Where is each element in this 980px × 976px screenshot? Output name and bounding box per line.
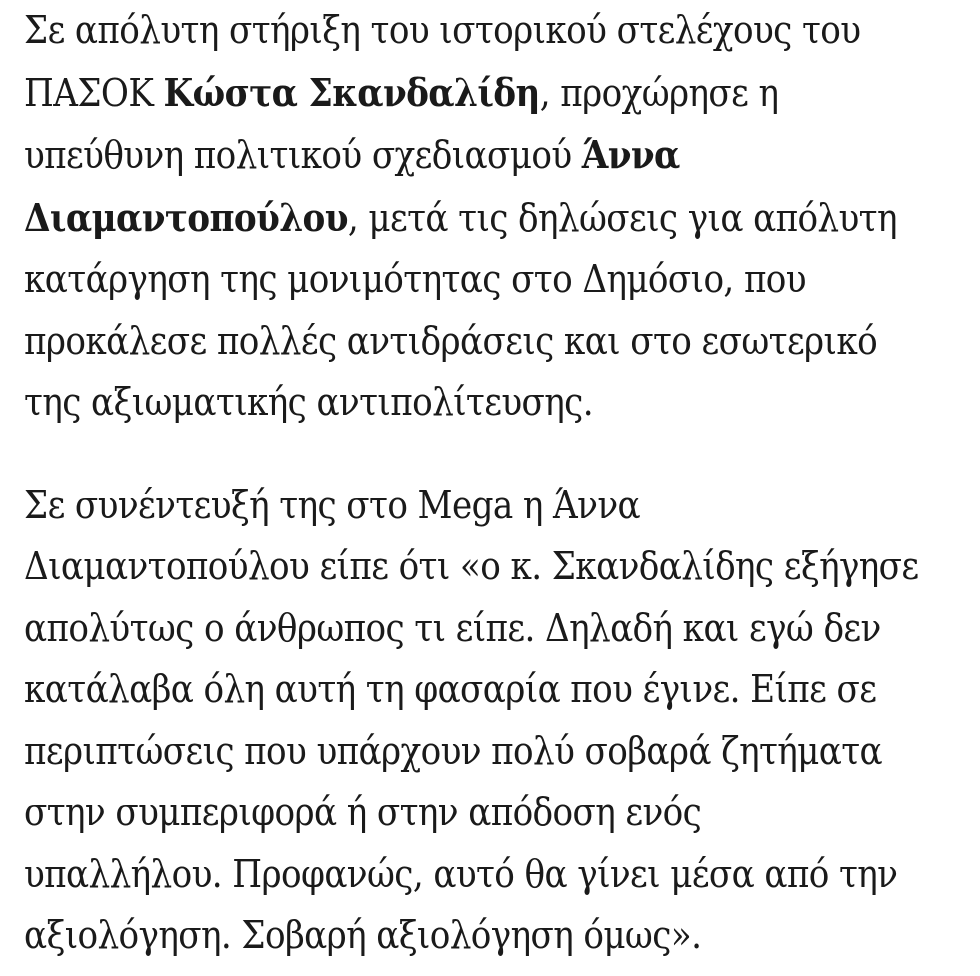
text-line: υπεύθυνη πολιτικού σχεδιασμού Άννα: [24, 132, 680, 177]
article-body: [24, 0, 980, 967]
text-line: στην συμπεριφορά ή στην απόδοση ενός: [24, 790, 702, 834]
text-line: κατάργηση της μονιμότητας στο Δημόσιο, που: [24, 257, 806, 301]
person-name-diamantopoulou: Διαμαντοπούλου: [24, 194, 348, 240]
text-line: ΠΑΣΟΚ Κώστα Σκανδαλίδη, προχώρησε η: [24, 69, 779, 115]
person-name-anna: Άννα: [581, 132, 680, 177]
text-line: της αξιωματικής αντιπολίτευσης.: [24, 380, 593, 424]
text-line: υπαλλήλου. Προφανώς, αυτό θα γίνει μέσα από την: [24, 851, 898, 896]
text-line: κατάλαβα όλη αυτή τη φασαρία που έγινε. Είπε σε: [24, 667, 877, 711]
text-line: προκάλεσε πολλές αντιδράσεις και στο εσωτερικό: [24, 318, 878, 363]
text-line: Διαμαντοπούλου είπε ότι «ο κ. Σκανδαλίδης εξήγησε: [24, 544, 919, 588]
text-line: Σε συνέντευξή της στο Mega η Άννα: [24, 482, 640, 527]
paragraph: [24, 475, 980, 967]
text-line: απολύτως ο άνθρωπος τι είπε. Δηλαδή και εγώ δεν: [24, 605, 881, 650]
person-name-skandalidis: Κώστα Σκανδαλίδη: [163, 69, 540, 115]
paragraph: [24, 0, 980, 434]
text-line: Διαμαντοπούλου, μετά τις δηλώσεις για απόλυτη: [24, 194, 897, 240]
text-line: αξιολόγηση. Σοβαρή αξιολόγηση όμως».: [24, 913, 702, 957]
text-line: περιπτώσεις που υπάρχουν πολύ σοβαρά ζητήματα: [24, 728, 883, 773]
text-line: Σε απόλυτη στήριξη του ιστορικού στελέχους του: [24, 8, 861, 52]
